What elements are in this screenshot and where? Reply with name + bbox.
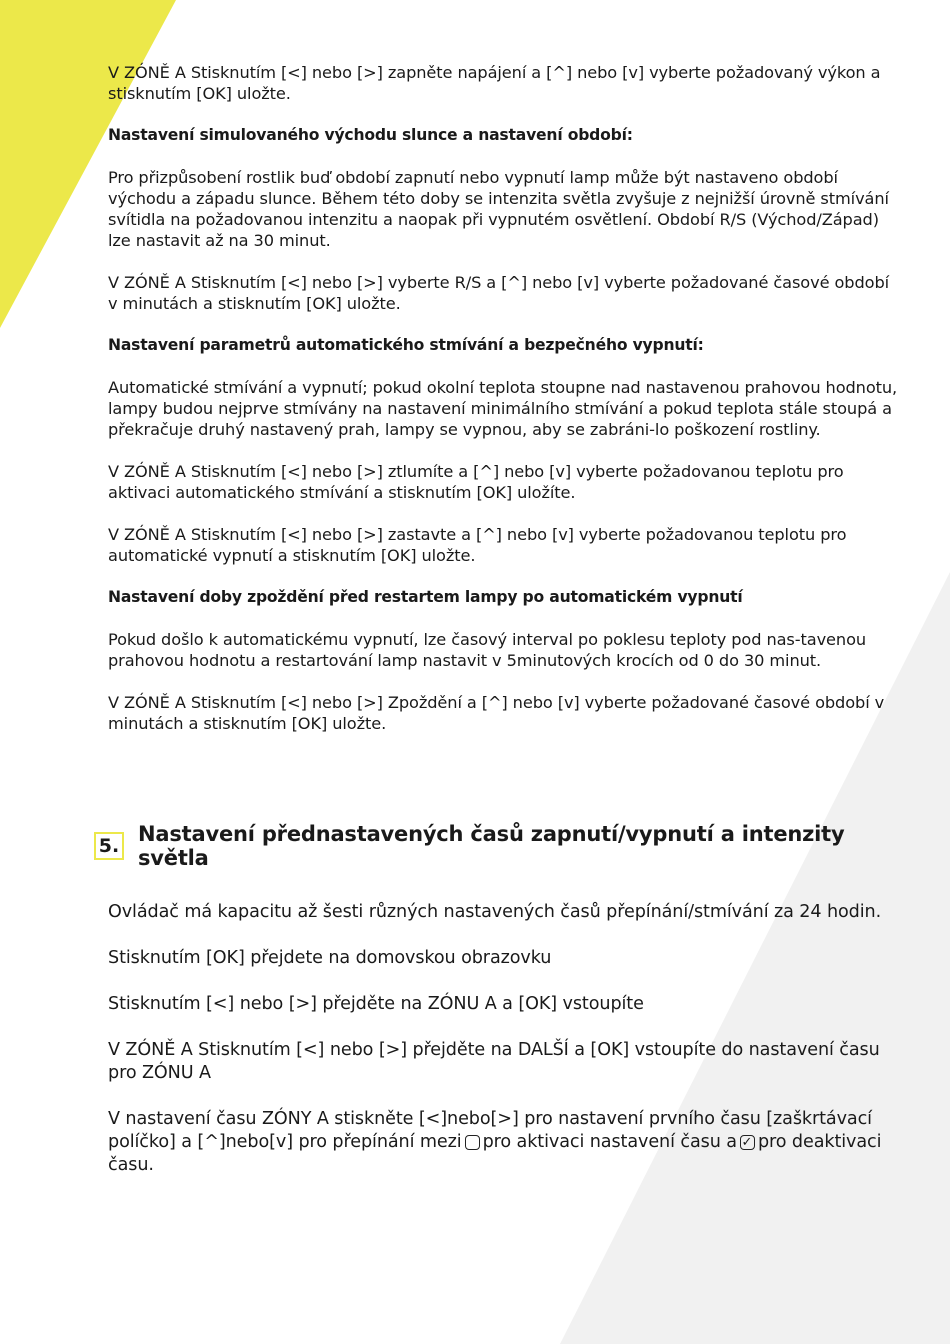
paragraph-text: pro deaktivaci času. — [108, 1132, 882, 1175]
paragraph: V ZÓNĚ A Stisknutím [<] nebo [>] Zpoždění a [^] nebo [v] vyberte požadované časové období v minutách a stisknutím [OK] uložte. — [108, 693, 885, 733]
checkbox-checked-icon: ✓ — [740, 1135, 755, 1150]
document-body — [108, 62, 898, 734]
paragraph: Pro přizpůsobení rostlik buď období zapnutí nebo vypnutí lamp může být nastaveno období východu a západu slunce. Během této doby se intenzita světla zvyšuje z nejnižší úrovně stmívání svítidla na požadovanou intenzitu a naopak při vypnutém osvětlení. Období R/S (Východ/Západ) lze nastavit až na 30 minut. — [108, 168, 889, 250]
section-number: 5. — [94, 832, 124, 860]
paragraph-text: pro aktivaci nastavení času a — [482, 1132, 737, 1152]
section-heading — [94, 822, 894, 870]
section-paragraph: Stisknutím [<] nebo [>] přejděte na ZÓNU A a [OK] vstoupíte — [108, 994, 644, 1014]
paragraph: V ZÓNĚ A Stisknutím [<] nebo [>] zapněte napájení a [^] nebo [v] vyberte požadovaný výkon a stisknutím [OK] uložte. — [108, 63, 881, 103]
section-paragraph: Stisknutím [OK] přejdete na domovskou obrazovku — [108, 948, 552, 968]
section-paragraph: Ovládač má kapacitu až šesti různých nastavených časů přepínání/stmívání za 24 hodin. — [108, 902, 882, 922]
section-paragraph-checkbox — [108, 1108, 898, 1177]
section-paragraph: V ZÓNĚ A Stisknutím [<] nebo [>] přejděte na DALŠÍ a [OK] vstoupíte do nastavení času pro ZÓNU A — [108, 1040, 880, 1083]
subheading: Nastavení doby zpoždění před restartem lampy po automatickém vypnutí — [108, 588, 743, 606]
paragraph: V ZÓNĚ A Stisknutím [<] nebo [>] zastavte a [^] nebo [v] vyberte požadovanou teplotu pro automatické vypnutí a stisknutím [OK] uložte. — [108, 525, 847, 565]
subheading: Nastavení simulovaného východu slunce a nastavení období: — [108, 126, 633, 144]
paragraph-text: V nastavení času ZÓNY A stiskněte [<]nebo[>] pro nastavení prvního času [zaškrtávací políčko] a [^]nebo[v] pro přepínání mezi — [108, 1109, 872, 1152]
checkbox-empty-icon — [465, 1135, 480, 1150]
subheading: Nastavení parametrů automatického stmívání a bezpečného vypnutí: — [108, 336, 704, 354]
section-body — [108, 901, 898, 1177]
paragraph: V ZÓNĚ A Stisknutím [<] nebo [>] vyberte R/S a [^] nebo [v] vyberte požadované časové období v minutách a stisknutím [OK] uložte. — [108, 273, 890, 313]
paragraph: Pokud došlo k automatickému vypnutí, lze časový interval po poklesu teploty pod nas-tavenou prahovou hodnotu a restartování lamp nastavit v 5minutových krocích od 0 do 30 minut. — [108, 630, 867, 670]
paragraph: V ZÓNĚ A Stisknutím [<] nebo [>] ztlumíte a [^] nebo [v] vyberte požadovanou teplotu pro aktivaci automatického stmívání a stisknutím [OK] uložíte. — [108, 462, 844, 502]
section-title: Nastavení přednastavených časů zapnutí/vypnutí a intenzity světla — [138, 822, 845, 870]
paragraph: Automatické stmívání a vypnutí; pokud okolní teplota stoupne nad nastavenou prahovou hodnotu, lampy budou nejprve stmívány na nastavení minimálního stmívání a pokud teplota stále stoupá a překračuje druhý nastavený prah, lampy se vypnou, aby se zabráni-lo poškození rostliny. — [108, 378, 898, 439]
